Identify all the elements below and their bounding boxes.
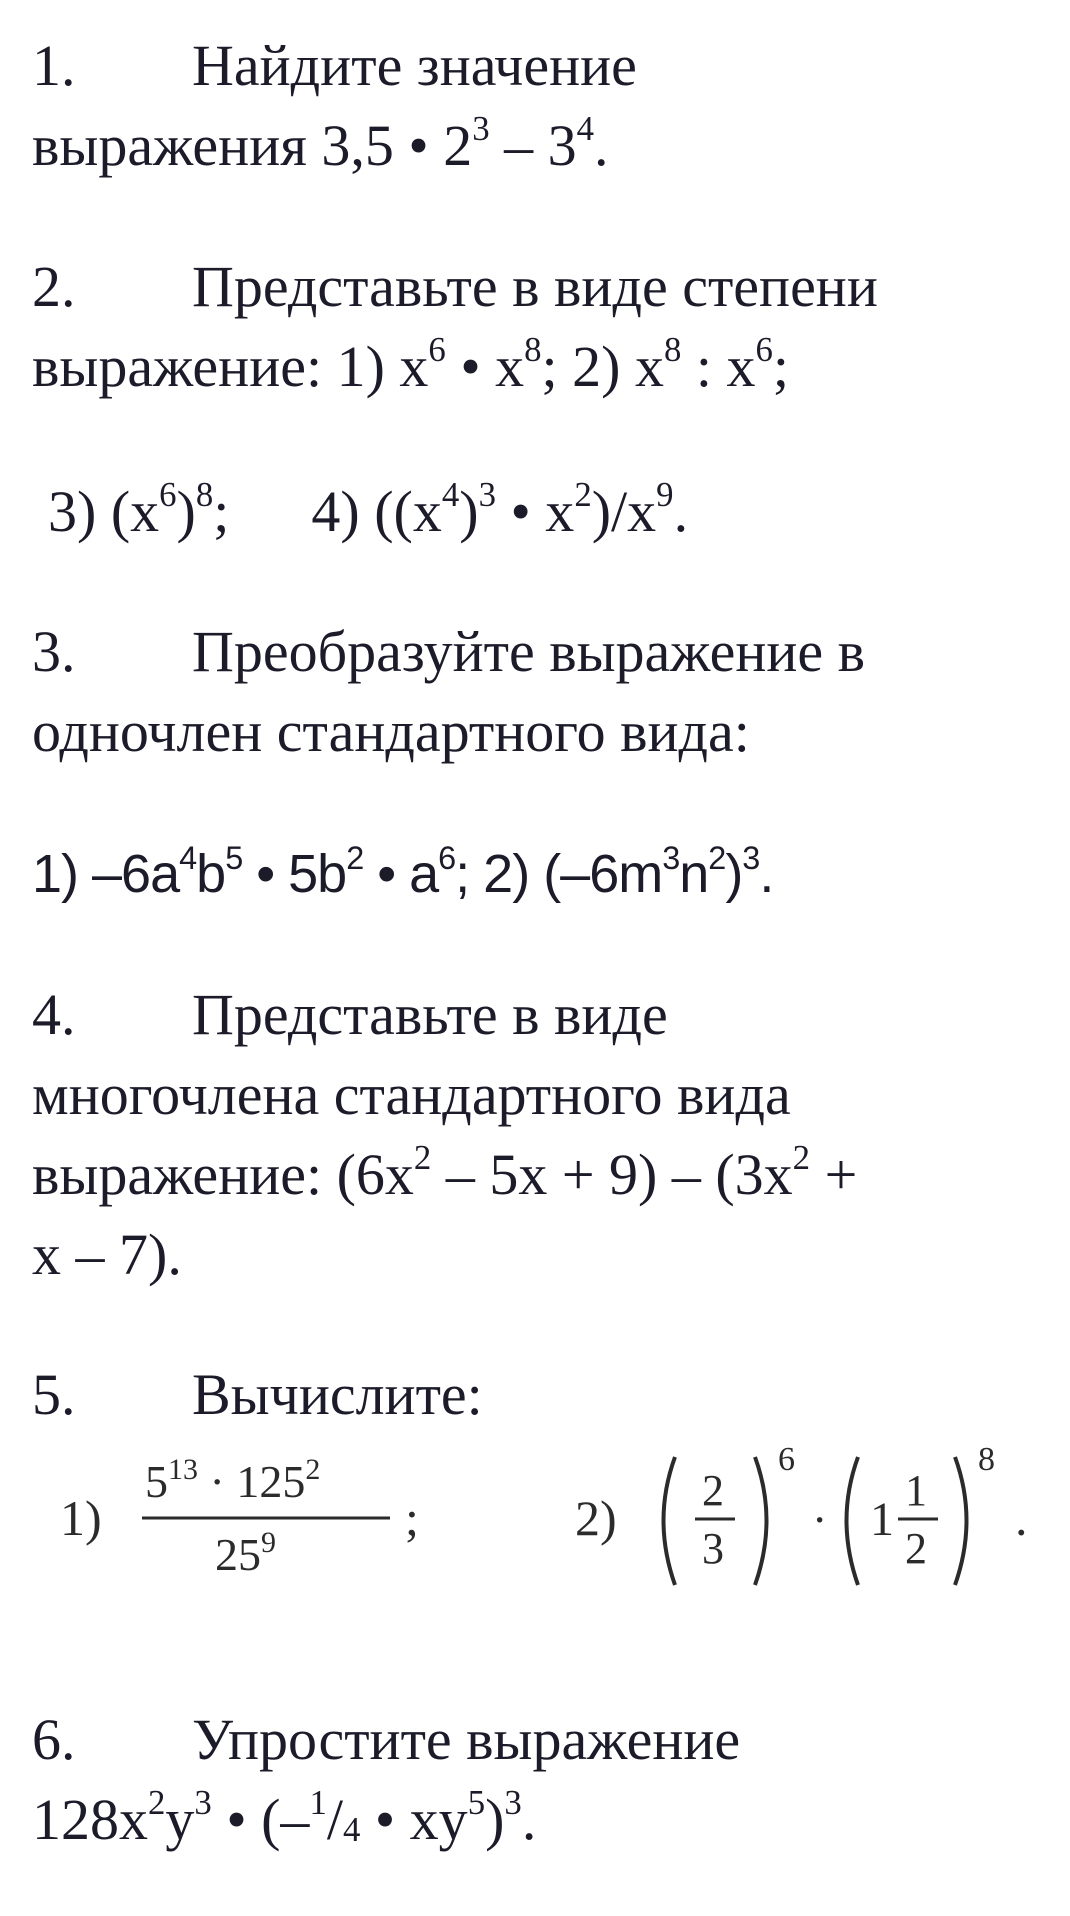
task-text: Представьте в виде (192, 982, 668, 1047)
expr-text: y (165, 1787, 195, 1852)
task-number: 5. (32, 1362, 76, 1427)
expr-text: • 5b (242, 844, 347, 904)
exponent: 2 (413, 1137, 432, 1177)
exponent: 2 (792, 1137, 811, 1177)
task-3-line-3 (32, 834, 1050, 914)
expr-text: выражение: 1) x (32, 334, 429, 399)
exponent: 3 (742, 839, 760, 876)
exponent: 8 (978, 1441, 995, 1478)
task-4-line-4: x – 7). (32, 1222, 182, 1287)
expr-text: )/x (591, 479, 657, 544)
formula-1-denominator: $25^9$ (215, 1526, 276, 1580)
fraction-slash: / (326, 1787, 343, 1852)
exponent: 3 (472, 108, 490, 148)
exponent: 8 (663, 329, 682, 369)
task-4-line-1 (32, 975, 1050, 1055)
fraction-2b-num: 1 (905, 1466, 927, 1515)
expr-text: b (196, 844, 226, 904)
exponent: 3 (478, 474, 496, 514)
expr-text: выражения 3,5 • 2 (32, 113, 473, 178)
task-6-line-1 (32, 1700, 1050, 1780)
expr-text: • x (445, 334, 525, 399)
fraction-2a-den: 3 (702, 1524, 724, 1573)
expr-text: выражение: (6x (32, 1142, 414, 1207)
left-paren (664, 1457, 676, 1585)
task-2-line-2 (32, 327, 1050, 407)
exponent: 6 (428, 329, 446, 369)
task-3-line-1 (32, 612, 1050, 692)
expr-text: . (673, 479, 689, 544)
task-4-line-3 (32, 1135, 1050, 1215)
exponent: 3 (194, 1782, 212, 1822)
task-1 (32, 26, 1050, 186)
task-4 (32, 975, 1050, 1295)
expr-text: – 3 (489, 113, 577, 178)
right-paren (955, 1457, 967, 1585)
exponent: 4 (576, 108, 595, 148)
expr-text: • (– (211, 1787, 310, 1852)
exponent: 6 (778, 1441, 795, 1478)
expr-text: 1) –6a (32, 844, 180, 904)
task-5-line-1 (32, 1355, 1050, 1435)
fraction-denominator: 4 (342, 1809, 361, 1849)
expr-text: ) (485, 1787, 505, 1852)
formula-2-label: 2) (575, 1490, 617, 1546)
expr-text: ; 2) (–6m (455, 844, 663, 904)
exponent: 8 (524, 329, 542, 369)
task-1-line-1 (32, 26, 1050, 106)
right-paren (755, 1457, 767, 1585)
exponent: 3 (504, 1782, 522, 1822)
exponent: 4 (441, 474, 460, 514)
exponent: 4 (179, 839, 197, 876)
task-number: 4. (32, 982, 76, 1047)
exponent: 6 (755, 329, 773, 369)
dot-operator: · (812, 1494, 828, 1545)
expr-text: . (521, 1787, 537, 1852)
exponent: 2 (708, 839, 726, 876)
expr-text: 4) ((x (311, 479, 442, 544)
formula-2-end: . (1015, 1490, 1028, 1546)
task-text: Преобразуйте выражение в (192, 619, 866, 684)
expr-text: ; 2) x (541, 334, 664, 399)
exponent: 3 (662, 839, 680, 876)
exponent: 6 (438, 839, 456, 876)
expr-text: • x (496, 479, 575, 544)
task-5 (32, 1355, 1050, 1435)
expr-text: ; (213, 479, 230, 544)
expr-text: ; (772, 334, 790, 399)
fraction-2a-num: 2 (702, 1466, 724, 1515)
task-text: Найдите значение (192, 33, 637, 98)
task-2-line-3 (48, 472, 1050, 552)
exponent: 9 (656, 474, 674, 514)
expr-text: . (759, 844, 774, 904)
exponent: 8 (195, 474, 214, 514)
exponent: 2 (148, 1782, 166, 1822)
expr-text: : x (681, 334, 756, 399)
formula-1-numerator: $5^{13} \cdot 125^2$ (145, 1453, 321, 1507)
fraction-numerator: 1 (309, 1782, 327, 1822)
expr-text: . (594, 113, 609, 178)
task-text: Упростите выражение (192, 1707, 741, 1772)
task-2 (32, 247, 1050, 407)
task-number: 1. (32, 33, 76, 98)
formula-1-separator: ; (405, 1490, 419, 1546)
expr-text: ) (459, 479, 479, 544)
task-number: 6. (32, 1707, 76, 1772)
expr-text: 128x (32, 1787, 148, 1852)
exponent: 5 (225, 839, 243, 876)
task-3-line-2: одночлен стандартного вида: (32, 699, 750, 764)
mixed-whole: 1 (870, 1493, 894, 1546)
expr-text: + (810, 1142, 858, 1207)
task-6-line-2 (32, 1780, 1050, 1868)
task-3 (32, 612, 1050, 772)
task-5-formulas (30, 1435, 1050, 1615)
fraction-2b-den: 2 (905, 1524, 927, 1573)
expr-text: ) (176, 479, 196, 544)
task-number: 2. (32, 254, 76, 319)
expr-text: • xy (360, 1787, 468, 1852)
expr-text: – 5x + 9) – (3x (431, 1142, 793, 1207)
task-4-line-2: многочлена стандартного вида (32, 1062, 791, 1127)
expr-text: 3) (x (48, 479, 160, 544)
exponent: 2 (574, 474, 592, 514)
task-1-line-2 (32, 106, 1050, 186)
task-6 (32, 1700, 1050, 1868)
formula-1-label: 1) (60, 1490, 102, 1546)
expr-text: • a (363, 844, 439, 904)
task-text: Представьте в виде степени (192, 254, 878, 319)
expr-text: ) (725, 844, 743, 904)
exponent: 2 (346, 839, 364, 876)
left-paren (847, 1457, 859, 1585)
task-2-line-1 (32, 247, 1050, 327)
task-text: Вычислите: (192, 1362, 483, 1427)
exponent: 6 (159, 474, 177, 514)
expr-text: n (679, 844, 709, 904)
exponent: 5 (467, 1782, 486, 1822)
task-number: 3. (32, 619, 76, 684)
